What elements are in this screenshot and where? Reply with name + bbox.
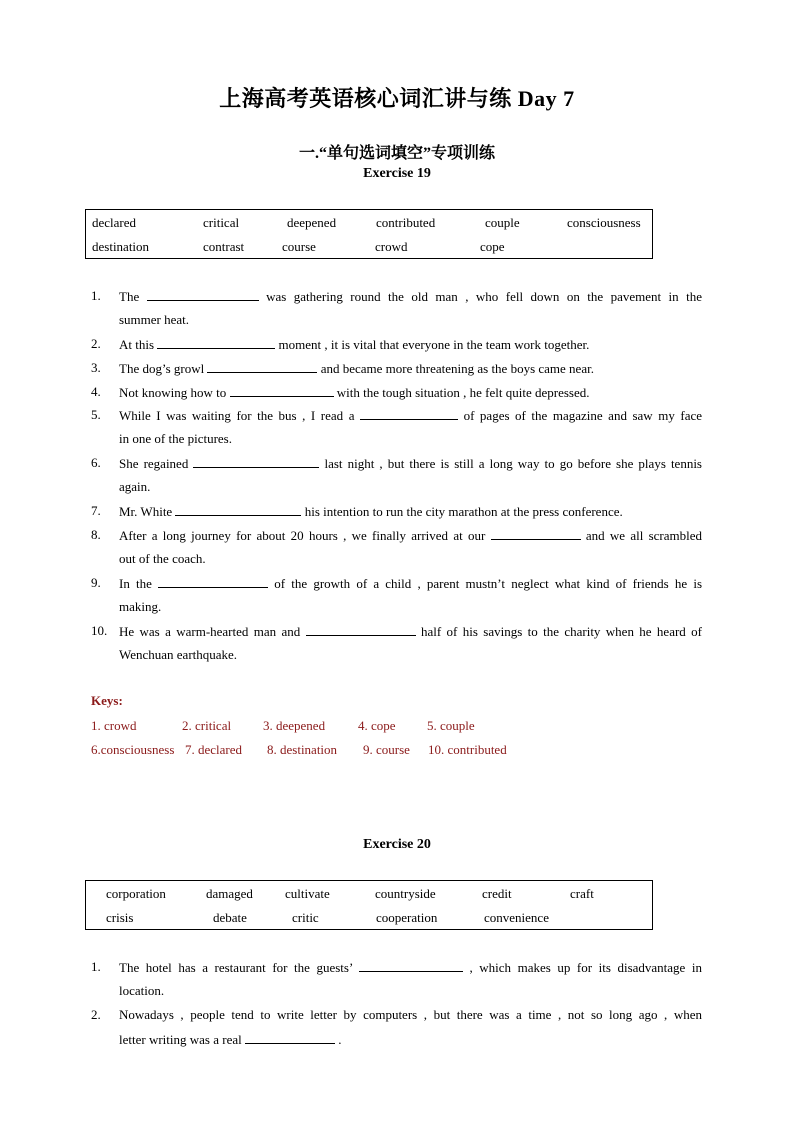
word-bank-item: contributed [376,215,436,230]
question-line: Wenchuan earthquake. [119,647,238,662]
answer-key: 5. couple [427,718,475,733]
answer-blank[interactable] [175,503,301,516]
keys-label: Keys: [91,693,123,708]
word-bank-item: corporation [106,886,166,901]
question-line: location. [119,983,165,998]
word-bank-item: debate [213,910,247,925]
question-number: 5. [91,407,101,422]
question-line: Not knowing how to with the tough situation , he felt quite depressed. [119,385,590,400]
exercise-19-title: Exercise 19 [363,166,431,181]
word-bank-item: cooperation [376,910,438,925]
page-title: 上海高考英语核心词汇讲与练 Day 7 [219,86,575,111]
word-bank-item: crowd [375,239,408,254]
word-bank-item: craft [570,886,594,901]
answer-key: 7. declared [185,742,243,757]
question-line: letter writing was a real . [119,1032,342,1047]
question-number: 6. [91,455,101,470]
answer-key: 10. contributed [428,742,507,757]
question-number: 4. [91,384,101,399]
word-bank-item: declared [92,215,137,230]
word-bank-item: countryside [375,886,436,901]
answer-key: 4. cope [358,718,396,733]
question-line: He was a warm-hearted man and half of his savings to the charity when he heard of [119,624,702,639]
question-line: In the of the growth of a child , parent mustn’t neglect what kind of friends he is [119,576,703,591]
answer-blank[interactable] [207,360,317,373]
question-line: again. [119,479,151,494]
question-number: 7. [91,503,101,518]
question-number: 1. [91,288,101,303]
word-bank-item: crisis [106,910,134,925]
word-bank-item: couple [485,215,520,230]
answer-blank[interactable] [157,336,275,349]
question-line: The was gathering round the old man , who fell down on the pavement in the [119,289,702,304]
question-line: She regained last night , but there is still a long way to go before she plays tennis [119,456,702,471]
answer-key: 1. crowd [91,718,137,733]
word-bank-item: damaged [206,886,253,901]
question-line: summer heat. [119,312,190,327]
question-number: 9. [91,575,101,590]
question-number: 2. [91,1007,101,1022]
word-bank-item: convenience [484,910,549,925]
answer-blank[interactable] [359,959,463,972]
question-line: Nowadays , people tend to write letter by computers , but there was a time , not so long ago , when [119,1007,702,1022]
word-bank-item: critical [203,215,240,230]
word-bank-item: contrast [203,239,245,254]
word-bank-item: critic [292,910,319,925]
word-bank-item: cultivate [285,886,330,901]
word-bank-item: course [282,239,316,254]
word-bank-item: destination [92,239,150,254]
question-line: out of the coach. [119,551,206,566]
answer-blank[interactable] [147,288,259,301]
question-line: At this moment , it is vital that everyone in the team work together. [119,337,590,352]
answer-blank[interactable] [230,384,334,397]
answer-key: 9. course [363,742,410,757]
answer-key: 8. destination [267,742,338,757]
question-number: 2. [91,336,101,351]
answer-key: 6.consciousness [91,742,175,757]
answer-blank[interactable] [306,623,416,636]
question-line: in one of the pictures. [119,431,232,446]
answer-key: 2. critical [182,718,232,733]
answer-blank[interactable] [491,527,581,540]
question-line: The hotel has a restaurant for the guests’ , which makes up for its disadvantage in [119,960,702,975]
question-line: The dog’s growl and became more threatening as the boys came near. [119,361,594,376]
question-number: 8. [91,527,101,542]
exercise-20-word-box [85,880,653,930]
section-heading: 一.“单句选词填空”专项训练 [298,145,495,162]
answer-key: 3. deepened [263,718,326,733]
question-line: Mr. White his intention to run the city marathon at the press conference. [119,504,623,519]
answer-blank[interactable] [193,455,319,468]
word-bank-item: cope [480,239,505,254]
word-bank-item: credit [482,886,512,901]
word-bank-item: consciousness [567,215,641,230]
question-number: 10. [91,623,108,638]
question-line: After a long journey for about 20 hours , we finally arrived at our and we all scrambled [119,528,703,543]
question-line: making. [119,599,162,614]
answer-blank[interactable] [360,407,458,420]
exercise-19-word-box [85,209,653,259]
word-bank-item: deepened [287,215,337,230]
answer-blank[interactable] [245,1031,335,1044]
answer-blank[interactable] [158,575,268,588]
question-line: While I was waiting for the bus , I read a of pages of the magazine and saw my face [119,408,703,423]
question-number: 3. [91,360,101,375]
question-number: 1. [91,959,101,974]
exercise-20-title: Exercise 20 [363,837,431,852]
